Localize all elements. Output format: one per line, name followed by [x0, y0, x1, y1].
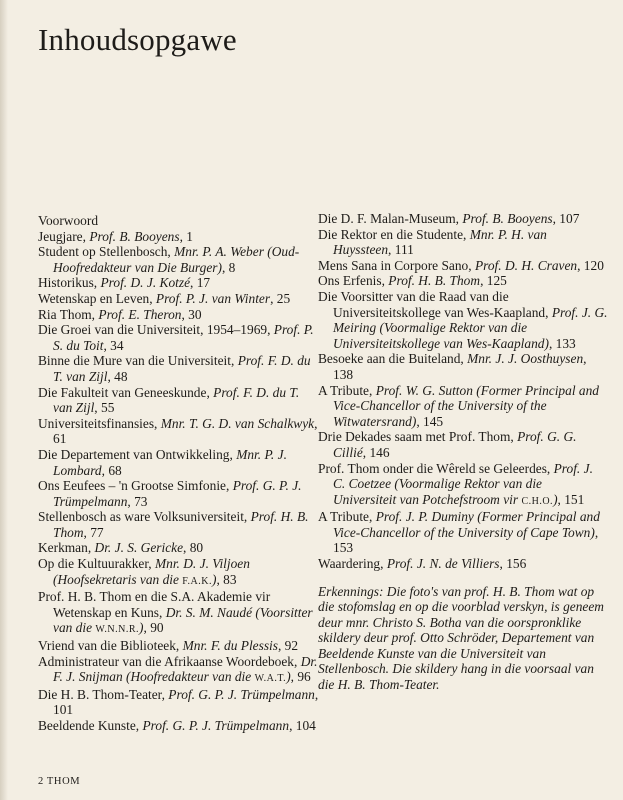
entry-text: , 68: [101, 462, 122, 478]
entry-author: Prof. P. J. van Winter: [155, 290, 271, 306]
entry-text: , 25: [270, 290, 291, 306]
entry-author: Mnr. D. J. Viljoen (Hoofsekretaris van die: [53, 556, 250, 587]
entry-author: Dr. F. J. Snijman (Hoofredakteur van die: [53, 653, 318, 685]
contents-entry: [38, 322, 320, 353]
entry-author: Mnr. P. J. Lombard: [53, 446, 287, 478]
entry-author: Prof. G. P. J. Trümpelmann: [142, 718, 290, 733]
entry-abbreviation: W.A.T.: [254, 673, 287, 685]
contents-entry: [38, 718, 320, 734]
contents-entry: [318, 273, 608, 289]
contents-entry: [318, 429, 608, 460]
entry-author: Mnr. F. du Plessis: [182, 638, 278, 654]
entry-text: , 73: [127, 493, 148, 509]
contents-entry: [318, 461, 608, 510]
entry-author: Prof. J. N. de Villiers: [386, 556, 500, 572]
entry-text: , 1: [179, 228, 193, 244]
entry-text: Prof. Thom onder die Wêreld se Geleerdes,: [318, 460, 554, 476]
entry-text: , 133: [548, 335, 576, 351]
entry-text: Prof. H. B. Thom en die S.A. Akademie vir Wetenskap en Kuns,: [38, 589, 271, 620]
entry-text: Jeugjare,: [38, 228, 90, 244]
entry-author: ): [139, 620, 144, 636]
entry-author: ): [286, 669, 291, 685]
contents-entry: [38, 540, 320, 556]
entry-text: Die Departement van Ontwikkeling,: [38, 446, 237, 462]
page-binding-edge: [0, 0, 8, 800]
entry-text: , 8: [221, 259, 236, 275]
entry-text: , 101: [53, 686, 319, 718]
entry-text: , 90: [143, 620, 164, 636]
contents-right-column: [318, 211, 608, 692]
entry-text: , 107: [552, 211, 580, 226]
entry-text: , 156: [499, 556, 527, 572]
contents-entry: [318, 289, 608, 351]
entry-text: , 146: [362, 444, 390, 460]
entry-text: , 30: [181, 306, 202, 322]
entry-author: Mnr. P. H. van Huyssteen: [333, 226, 547, 258]
entry-text: Binne die Mure van die Universiteit,: [38, 353, 238, 369]
entry-author: Prof. J. C. Coetzee (Voormalige Rektor van die Universiteit van Potchefstroom vir: [333, 460, 593, 507]
entry-abbreviation: W.N.N.R.: [95, 624, 140, 636]
contents-entry: [38, 307, 320, 323]
entry-text: Die Voorsitter van die Raad van die Universiteitskollege van Wes-Kaapland,: [318, 288, 552, 320]
contents-entry: [38, 291, 320, 307]
contents-entry: [38, 638, 320, 654]
contents-left-column: [38, 213, 320, 734]
entry-text: Universiteitsfinansies,: [38, 415, 161, 431]
contents-entry: [38, 229, 320, 245]
contents-entry: [38, 509, 320, 540]
contents-entry: [38, 556, 320, 589]
contents-entry: [38, 589, 320, 638]
entry-text: Die Rektor en die Studente,: [318, 226, 470, 242]
entry-text: Administrateur van die Afrikaanse Woordeboek,: [38, 653, 301, 669]
entry-author: Prof. J. G. Meiring (Voormalige Rektor van die Universiteitskollege van Wes-Kaapland): [333, 304, 608, 351]
entry-text: Drie Dekades saam met Prof. Thom,: [318, 429, 518, 445]
entry-author: Prof. D. J. Kotzé: [100, 275, 191, 291]
entry-text: Voorwoord: [38, 213, 99, 228]
entry-text: Beeldende Kunste,: [38, 718, 143, 733]
entry-text: Die Groei van die Universiteit, 1954–1969,: [38, 322, 274, 338]
entry-text: , 80: [183, 540, 204, 556]
contents-entry: [38, 447, 320, 478]
entry-author: Prof. B. Booyens: [89, 228, 180, 244]
entry-text: , 77: [83, 524, 104, 540]
entry-text: , 96: [290, 669, 311, 685]
contents-right-list: [318, 211, 608, 572]
page-folio: 2 THOM: [38, 776, 81, 787]
contents-entry: [318, 556, 608, 572]
entry-text: , 92: [277, 638, 299, 654]
entry-author: Prof. D. H. Craven: [474, 257, 578, 273]
entry-text: Die Fakulteit van Geneeskunde,: [38, 384, 214, 400]
entry-text: Kerkman,: [38, 540, 95, 556]
contents-entry: [38, 687, 320, 718]
entry-text: , 120: [577, 257, 604, 273]
entry-author: Mnr. T. G. D. van Schalkwyk: [160, 415, 315, 431]
entry-text: , 138: [333, 351, 587, 382]
entry-author: Prof. F. D. du T. van Zijl: [53, 353, 311, 384]
contents-entry: [38, 353, 320, 384]
entry-author: Prof. H. B. Thom: [388, 273, 481, 289]
entry-author: Prof. J. P. Duminy (Former Principal and Vice-Chancellor of the University of Cape Town): [333, 509, 600, 540]
entry-text: A Tribute,: [318, 382, 376, 398]
acknowledgement-note: Erkennings: Die foto's van prof. H. B. Thom wat op die stofomslag en op die voorblad verskyn, is geneem deur mnr. Christo S. Botha van die oorspronklike skildery deur prof. Otto Schröder, Departement van Beeldende Kunste van die Universiteit van Stellenbosch. Die skildery hang in die voorsaal van die H. B. Thom-Teater.: [318, 583, 604, 692]
entry-abbreviation: C.H.O.: [521, 495, 554, 507]
contents-entry: [38, 244, 320, 275]
entry-author: Prof. G. P. J. Trümpelmann: [53, 478, 302, 509]
entry-text: , 83: [216, 571, 237, 587]
entry-author: Dr. J. S. Gericke: [94, 540, 184, 556]
entry-text: A Tribute,: [318, 509, 376, 525]
entry-text: , 145: [416, 413, 444, 429]
entry-author: Prof. F. D. du T. van Zijl: [53, 384, 300, 416]
entry-text: , 34: [103, 337, 124, 353]
page-title: Inhoudsopgawe: [38, 22, 237, 57]
entry-text: Op die Kultuurakker,: [38, 556, 155, 572]
entry-author: ): [212, 571, 217, 587]
entry-author: Dr. S. M. Naudé (Voorsitter van die: [53, 604, 313, 636]
entry-text: Wetenskap en Leven,: [38, 290, 156, 306]
entry-author: Prof. B. Booyens: [462, 211, 553, 226]
entry-abbreviation: F.A.K.: [182, 575, 213, 587]
entry-text: , 17: [190, 275, 211, 291]
entry-author: Prof. E. Theron: [98, 306, 182, 322]
contents-entry: [38, 213, 320, 229]
entry-text: Die H. B. Thom-Teater,: [38, 686, 169, 702]
entry-text: Vriend van die Biblioteek,: [38, 638, 183, 654]
contents-entry: [318, 509, 608, 556]
entry-text: Stellenbosch as ware Volksuniversiteit,: [38, 509, 251, 525]
entry-text: , 151: [557, 491, 585, 507]
entry-text: Besoeke aan die Buiteland,: [318, 351, 468, 367]
entry-text: Die D. F. Malan-Museum,: [318, 211, 463, 226]
contents-entry: [38, 478, 320, 509]
contents-entry: [318, 258, 608, 274]
entry-author: Mnr. J. J. Oosthuysen: [467, 351, 584, 367]
entry-text: Ons Eeufees – 'n Grootse Simfonie,: [38, 478, 233, 494]
entry-text: , 125: [480, 273, 507, 289]
entry-author: Prof. P. S. du Toit: [53, 322, 314, 353]
entry-text: , 153: [333, 524, 599, 556]
contents-entry: [318, 227, 608, 258]
entry-author: Prof. G. G. Cillié: [333, 429, 577, 460]
entry-text: Waardering,: [318, 556, 387, 572]
contents-entry: [38, 416, 320, 447]
entry-text: Ria Thom,: [38, 306, 99, 322]
contents-entry: [318, 383, 608, 430]
entry-author: Prof. G. P. J. Trümpelmann: [168, 686, 315, 702]
entry-text: , 61: [53, 415, 318, 447]
contents-entry: [38, 654, 320, 687]
entry-text: Mens Sana in Corpore Sano,: [318, 257, 475, 273]
entry-text: Historikus,: [38, 275, 101, 291]
entry-text: Student op Stellenbosch,: [38, 244, 175, 260]
entry-text: , 104: [289, 718, 316, 733]
entry-author: Prof. W. G. Sutton (Former Principal and Vice-Chancellor of the University of the Witwatersrand): [333, 382, 599, 429]
contents-entry: [38, 385, 320, 416]
contents-entry: [38, 275, 320, 291]
entry-author: ): [553, 491, 558, 507]
entry-text: Ons Erfenis,: [318, 273, 389, 289]
entry-text: , 55: [94, 400, 115, 416]
entry-text: , 48: [107, 368, 128, 384]
contents-entry: [318, 351, 608, 382]
entry-author: Prof. H. B. Thom: [53, 509, 309, 540]
entry-author: Mnr. P. A. Weber (Oud-Hoofredakteur van Die Burger): [53, 244, 300, 275]
entry-text: , 111: [388, 242, 414, 258]
contents-entry: [318, 211, 608, 227]
